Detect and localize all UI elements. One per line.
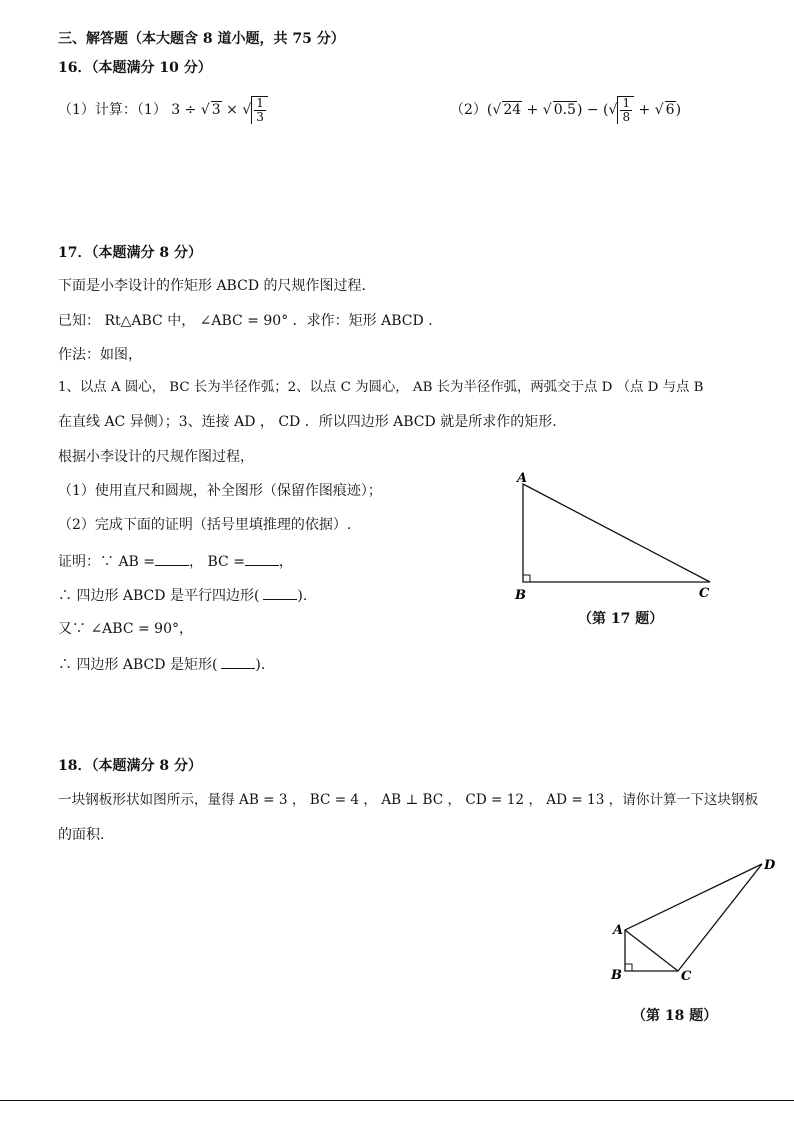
q17-caption: （第 17 题） bbox=[578, 611, 664, 627]
q18-line2: 的面积. bbox=[58, 827, 105, 843]
q18-caption: （第 18 题） bbox=[632, 1008, 718, 1024]
q16-sqrt24: 24 bbox=[503, 102, 522, 118]
q17-figure bbox=[505, 470, 725, 605]
quadrilateral-abcd bbox=[625, 864, 762, 971]
q17-title: 17．（本题满分 8 分） bbox=[58, 245, 202, 261]
q17-sub1: （1）使用直尺和圆规，补全图形（保留作图痕迹）； bbox=[58, 483, 382, 499]
answer-blank[interactable] bbox=[221, 654, 255, 669]
q17-line4: 1、以点 A 圆心， BC 长为半径作弧；2、以点 C 为圆心， AB 长为半径作弧，两弧交于点 D （点 D 与点 B bbox=[58, 380, 704, 395]
q17-line6: 根据小李设计的尺规作图过程， bbox=[58, 449, 254, 465]
q16-frac-1-8: $\frac{1}{8}$ bbox=[617, 96, 634, 124]
q16-title: 16．（本题满分 10 分） bbox=[58, 60, 212, 76]
q17-proof1: 证明：∵ AB = ， BC = ， bbox=[58, 551, 293, 571]
right-angle-mark bbox=[625, 964, 632, 971]
answer-blank[interactable] bbox=[155, 551, 189, 566]
q17-proof3: 又∵ ∠ABC = 90°， bbox=[58, 621, 193, 637]
q16-part2: （2）(√ 24 + √ 0.5) − (√ $\frac{1}{8}$ + √ 6) bbox=[450, 96, 682, 124]
q17-line5: 在直线 AC 异侧）；3、连接 AD ， CD ．所以四边形 ABCD 就是所求作的矩形. bbox=[58, 414, 557, 430]
label-b: B bbox=[611, 968, 622, 983]
footer-rule bbox=[0, 1100, 794, 1101]
q18-line1: 一块钢板形状如图所示，量得 AB = 3 ， BC = 4 ， AB ⊥ BC ， CD = 12 ， AD = 13 ，请你计算一下这块钢板 bbox=[58, 792, 759, 808]
q16-part1-label: （1）计算：（1） bbox=[58, 102, 167, 118]
q18-title: 18．（本题满分 8 分） bbox=[58, 758, 202, 774]
q16-frac-1-3: $\frac{1}{3}$ bbox=[251, 96, 268, 124]
label-c: C bbox=[681, 969, 692, 984]
q16-sqrt3: 3 bbox=[211, 102, 221, 118]
label-c: C bbox=[699, 586, 710, 601]
q17-proof4: ∴ 四边形 ABCD 是矩形( ). bbox=[58, 654, 265, 674]
q16-part1: （1）计算：（1） 3 ÷ √ 3 × √ $\frac{1}{3}$ bbox=[58, 96, 268, 124]
q17-line2: 已知： Rt△ABC 中， ∠ABC = 90° ．求作：矩形 ABCD . bbox=[58, 313, 433, 329]
q17-sub2: （2）完成下面的证明（括号里填推理的依据）. bbox=[58, 517, 352, 533]
q16-sqrt05: 0.5 bbox=[553, 102, 576, 118]
q18-figure bbox=[605, 850, 785, 990]
q17-proof2: ∴ 四边形 ABCD 是平行四边形( ). bbox=[58, 585, 307, 605]
label-b: B bbox=[515, 588, 526, 603]
answer-blank[interactable] bbox=[245, 551, 279, 566]
label-a: A bbox=[613, 923, 624, 938]
diagonal-ac bbox=[625, 930, 678, 971]
q16-sqrt6: 6 bbox=[665, 102, 675, 118]
triangle-abc bbox=[523, 484, 710, 582]
section-heading: 三、解答题（本大题含 8 道小题，共 75 分） bbox=[58, 31, 345, 47]
label-a: A bbox=[517, 471, 528, 486]
q16-part2-label: （2） bbox=[450, 102, 487, 118]
right-angle-mark bbox=[523, 575, 530, 582]
answer-blank[interactable] bbox=[263, 585, 297, 600]
label-d: D bbox=[764, 858, 776, 873]
q17-line3: 作法：如图， bbox=[58, 347, 142, 363]
q17-line1: 下面是小李设计的作矩形 ABCD 的尺规作图过程. bbox=[58, 278, 366, 294]
